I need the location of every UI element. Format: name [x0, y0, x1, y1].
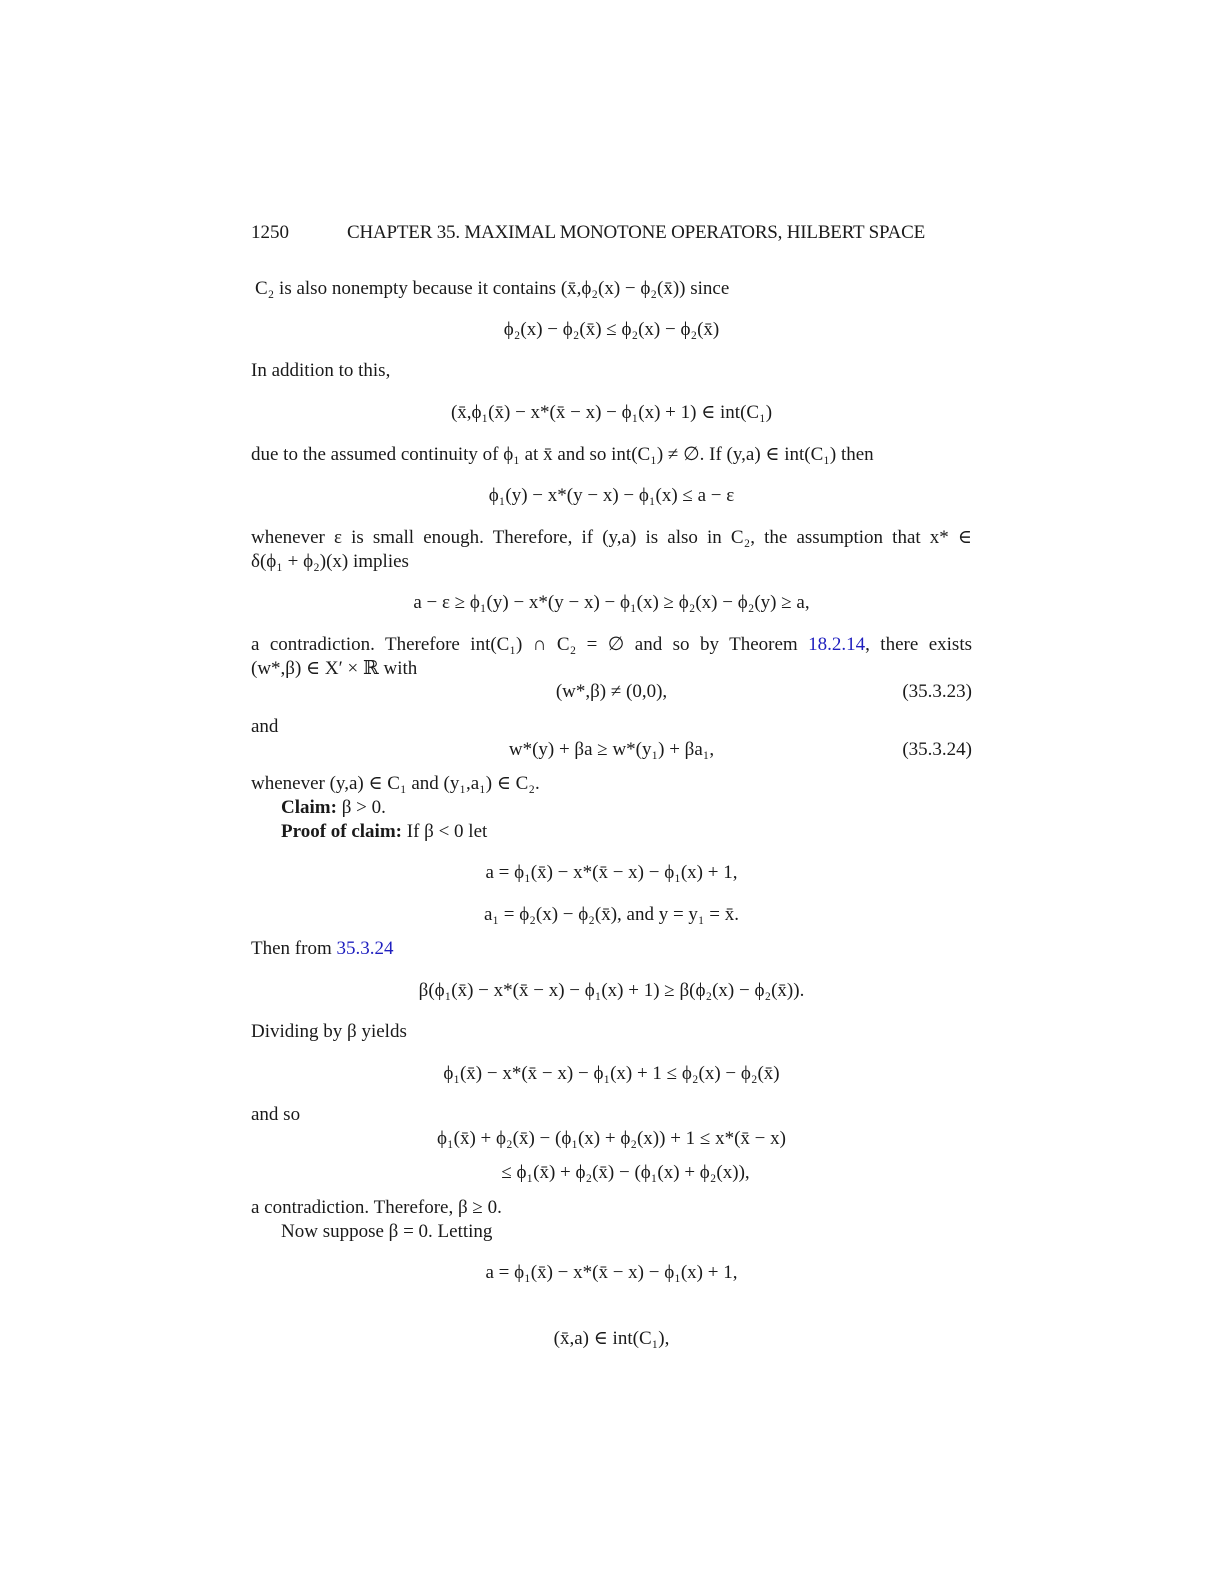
text-line: Dividing by β yields	[251, 1021, 407, 1042]
display-equation: a − ε ≥ ϕ₁(y) − x*(y − x) − ϕ₁(x) ≥ ϕ₂(x) − ϕ₂(y) ≥ a,	[413, 592, 810, 613]
display-equation: ≤ ϕ₁(x̄) + ϕ₂(x̄) − (ϕ₁(x) + ϕ₂(x)),	[501, 1162, 750, 1183]
page-number: 1250	[251, 222, 289, 243]
text-line: and	[251, 716, 279, 737]
running-title: CHAPTER 35. MAXIMAL MONOTONE OPERATORS, HILBERT SPACE	[347, 222, 926, 243]
display-equation: ϕ₂(x) − ϕ₂(x̄) ≤ ϕ₂(x) − ϕ₂(x̄)	[503, 319, 720, 340]
text-line: whenever ε is small enough. Therefore, if (y,a) is also in C₂, the assumption that x* ∈	[251, 527, 972, 548]
equation-body: w*(y) + βa ≥ w*(y₁) + βa₁,	[508, 739, 715, 760]
display-equation: (x̄,ϕ₁(x̄) − x*(x̄ − x) − ϕ₁(x) + 1) ∈ int(C₁)	[450, 402, 773, 423]
display-equation: a = ϕ₁(x̄) − x*(x̄ − x) − ϕ₁(x) + 1,	[485, 862, 738, 883]
display-equation: a = ϕ₁(x̄) − x*(x̄ − x) − ϕ₁(x) + 1,	[485, 1262, 738, 1283]
text-line	[251, 633, 972, 657]
proof-text: If β < 0 let	[402, 821, 488, 842]
text-line: Now suppose β = 0. Letting	[281, 1221, 493, 1242]
proof-label: Proof of claim:	[281, 821, 402, 842]
numbered-equation	[251, 680, 972, 704]
display-equation: ϕ₁(x̄) − x*(x̄ − x) − ϕ₁(x) + 1 ≤ ϕ₂(x) − ϕ₂(x̄)	[443, 1063, 780, 1084]
equation-link[interactable]: 35.3.24	[336, 938, 394, 959]
text-line: In addition to this,	[251, 360, 391, 381]
display-equation: (x̄,a) ∈ int(C₁),	[553, 1328, 670, 1349]
text-line: whenever (y,a) ∈ C₁ and (y₁,a₁) ∈ C₂.	[251, 773, 540, 794]
equation-number: (35.3.23)	[902, 681, 972, 702]
text-line: δ(ϕ₁ + ϕ₂)(x) implies	[251, 551, 409, 572]
claim-label: Claim:	[281, 797, 337, 818]
text-line: a contradiction. Therefore, β ≥ 0.	[251, 1197, 502, 1218]
claim-line	[281, 796, 386, 820]
text-fragment: a contradiction. Therefore int(C₁) ∩ C₂ = ∅ and so by Theorem	[251, 634, 809, 655]
claim-text: β > 0.	[336, 797, 386, 818]
text-fragment: , there exists	[865, 634, 972, 655]
display-equation: ϕ₁(y) − x*(y − x) − ϕ₁(x) ≤ a − ε	[488, 485, 735, 506]
text-line: due to the assumed continuity of ϕ₁ at x̄ and so int(C₁) ≠ ∅. If (y,a) ∈ int(C₁) then	[251, 444, 874, 465]
equation-body: (w*,β) ≠ (0,0),	[555, 681, 668, 702]
display-equation: a₁ = ϕ₂(x) − ϕ₂(x̄), and y = y₁ = x̄.	[483, 904, 740, 925]
equation-number: (35.3.24)	[902, 739, 972, 760]
text-line: C₂ is also nonempty because it contains (x̄,ϕ₂(x) − ϕ₂(x̄)) since	[255, 278, 730, 299]
text-fragment: Then from	[251, 938, 337, 959]
text-line	[251, 937, 972, 961]
theorem-link[interactable]: 18.2.14	[808, 634, 866, 655]
text-line: (w*,β) ∈ X′ × ℝ with	[251, 658, 418, 679]
proof-line	[281, 820, 487, 844]
numbered-equation	[251, 738, 972, 762]
display-equation: ϕ₁(x̄) + ϕ₂(x̄) − (ϕ₁(x) + ϕ₂(x)) + 1 ≤ x*(x̄ − x)	[437, 1128, 786, 1149]
text-line: and so	[251, 1104, 301, 1125]
display-equation: β(ϕ₁(x̄) − x*(x̄ − x) − ϕ₁(x) + 1) ≥ β(ϕ₂(x) − ϕ₂(x̄)).	[418, 980, 805, 1001]
